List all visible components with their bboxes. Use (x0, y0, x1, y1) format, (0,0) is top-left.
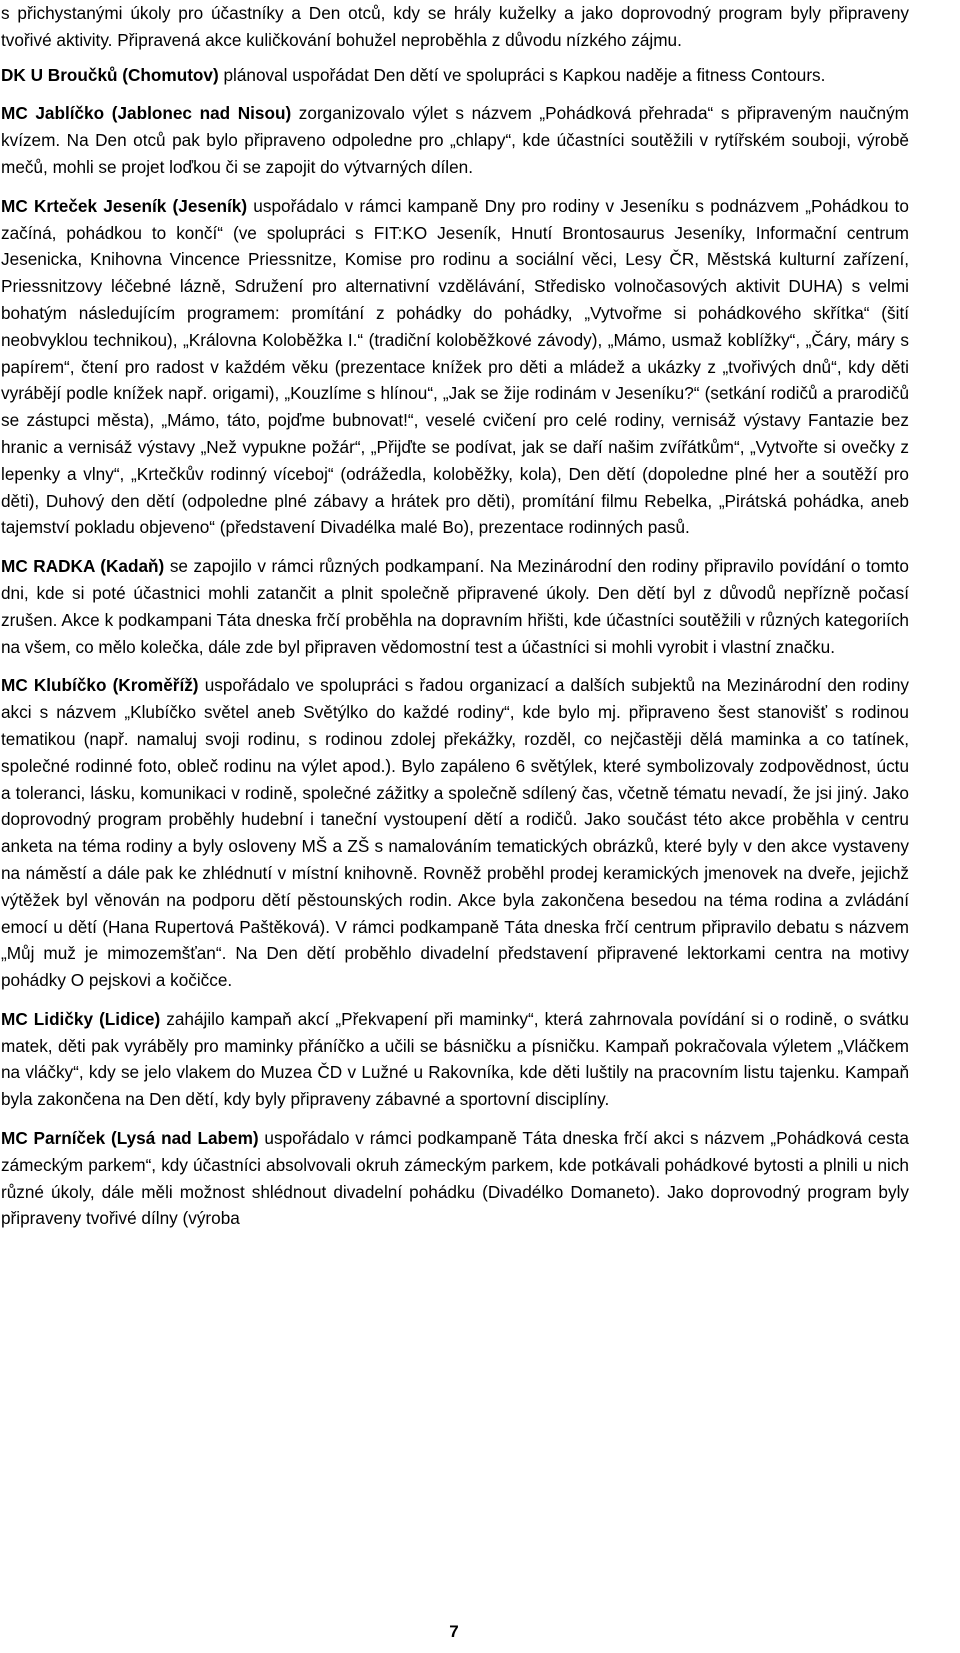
document-body (1, 0, 909, 1244)
organization-name: MC Lidičky (Lidice) (1, 1008, 161, 1029)
paragraph (1, 193, 909, 541)
paragraph (1, 62, 909, 89)
paragraph-text: zahájilo kampaň akcí „Překvapení při maminky“, která zahrnovala povídání si o rodině, o svátku matek, děti pak vyráběly pro maminky přáníčko a učili se básničku a písničku. Kampaň pokračovala výletem „Vláčkem na vláčky“, kdy se jelo vlakem do Muzea ČD v Lužné u Rakovníka, kde děti luštily na pracovním listu tajenku. Kampaň byla zakončena na Den dětí, kdy byly připraveny zábavné a sportovní disciplíny. (1, 1008, 909, 1110)
page-number: 7 (449, 1622, 459, 1641)
organization-name: MC Klubíčko (Kroměříž) (1, 675, 199, 696)
paragraph-text: plánoval uspořádat Den dětí ve spolupráci s Kapkou naděje a fitness Contours. (218, 64, 826, 85)
paragraph-text: uspořádalo v rámci podkampaně Táta dneska frčí akci s názvem „Pohádková cesta zámeckým parkem“, kdy účastníci absolvovali okruh zámeckým parkem, kde potkávali pohádkové bytosti a plnili u nich různé úkoly, dále měli možnost shlédnout divadelní pohádku (Divadélko Domaneto). Jako doprovodný program byly připraveny tvořivé dílny (výroba (1, 1128, 909, 1229)
paragraph-text: zorganizovalo výlet s názvem „Pohádková přehrada“ s připraveným naučným kvízem. Na Den otců pak bylo připraveno odpoledne pro „chlapy“, kde účastníci soutěžili v rytířském souboji, výrobě mečů, mohli se projet loďkou či se zapojit do výtvarných dílen. (1, 103, 909, 177)
organization-name: DK U Broučků (Chomutov) (1, 64, 219, 85)
paragraph-text: uspořádalo v rámci kampaně Dny pro rodiny v Jeseníku s podnázvem „Pohádkou to začíná, pohádkou to končí“ (ve spolupráci s FIT:KO Jeseník, Hnutí Brontosaurus Jeseníky, Informační centrum Jesenicka, Knihovna Vincence Priessnitze, Komise pro rodinu a sociální věci, Lesy ČR, Městská kulturní zařízení, Priessnitzovy léčebné lázně, Sdružení pro alternativní vzdělávání, Středisko volnočasových aktivit DUHA) s velmi bohatým následujícím programem: promítání z pohádky do pohádky, „Vytvořme si pohádkového skřítka“ (šití neobvyklou technikou), „Královna Koloběžka I.“ (tradiční koloběžkové závody), „Mámo, usmaž koblížky“, „Čáry, máry s papírem“, čtení pro radost v každém věku (prezentace knížek pro děti a mládež a ukázky z „tvořivých dnů“, kdy děti vyrábějí podle knížek např. origami), „Kouzlíme s hlínou“, „Jak se žije rodinám v Jeseníku?“ (setkání rodičů a prarodičů se zástupci města), „Mámo, táto, pojďme bubnovat!“, veselé cvičení pro celé rodiny, vernisáž výstavy Fantazie bez hranic a vernisáž výstavy „Než vypukne požár“, „Přijďte se podívat, jak se daří našim zvířátkům“, „Vytvořte si ovečky z lepenky a vlny“, „Krtečkův rodinný víceboj“ (odrážedla, koloběžky, kola), Den dětí (dopoledne plné her a soutěží pro děti), Duhový den dětí (odpoledne plné zábavy a hrátek pro děti), promítání filmu Rebelka, „Pirátská pohádka, aneb tajemství pokladu objeveno“ (představení Divadélka malé Bo), prezentace rodinných pasů. (1, 195, 909, 538)
paragraph (1, 0, 909, 54)
paragraph (1, 100, 909, 180)
organization-name: MC Jablíčko (Jablonec nad Nisou) (1, 103, 292, 124)
organization-name: MC Krteček Jeseník (Jeseník) (1, 195, 248, 216)
paragraph-text: uspořádalo ve spolupráci s řadou organizací a dalších subjektů na Mezinárodní den rodiny akci s názvem „Klubíčko světel aneb Světýlko do každé rodiny“, kde bylo mj. připraveno šest stanovišť s rodinou tematikou (např. namaluj svoji rodinu, s rodinou zdolej překážky, rozděl, co nejčastěji dělá maminka a co tatínek, společné rodinné foto, obleč rodinu na výlet apod.). Bylo zapáleno 6 světýlek, které symbolizovaly zodpovědnost, úctu a toleranci, lásku, komunikaci v rodině, společné zážitky a společně sdílený čas, včetně tématu nevadí, že jsi jiný. Jako doprovodný program proběhly hudební i taneční vystoupení dětí a rodičů. Jako součást této akce proběhla v centru anketa na téma rodiny a byly osloveny MŠ a ZŠ s namalováním tematických obrázků, které byly v den akce vystaveny na náměstí a dále pak ke zhlédnutí v místní knihovně. Rovněž proběhl prodej keramických jmenovek na dveře, jejichž výtěžek byl věnován na podporu dětí pěstounských rodin. Akce byla zakončena besedou na téma rodina a zvládání emocí u dětí (Hana Rupertová Paštěková). V rámci podkampaně Táta dneska frčí centrum připravilo debatu s názvem „Můj muž je mimozemšťan“. Na Den dětí proběhlo divadelní představení připravené lektorkami centra na motivy pohádky O pejskovi a kočičce. (1, 675, 909, 991)
paragraph-text: s přichystanými úkoly pro účastníky a Den otců, kdy se hrály kuželky a jako doprovodný program byly připraveny tvořivé aktivity. Připravená akce kuličkování bohužel neproběhla z důvodu nízkého zájmu. (1, 3, 909, 50)
organization-name: MC Parníček (Lysá nad Labem) (1, 1128, 259, 1149)
paragraph (1, 1006, 909, 1113)
paragraph (1, 1125, 909, 1232)
paragraph (1, 553, 909, 660)
paragraph-text: se zapojilo v rámci různých podkampaní. Na Mezinárodní den rodiny připravilo povídání o tomto dni, kde si poté účastnici mohli zatančit a plnit společně připravené úkoly. Den dětí byl z důvodů nepřízně počasí zrušen. Akce k podkampani Táta dneska frčí proběhla na dopravním hřišti, kde účastníci soutěžili v různých kategoriích na všem, co mělo kolečka, dále zde byl připraven vědomostní test a účastníci si mohli vyrobit i vlastní značku. (1, 556, 909, 657)
organization-name: MC RADKA (Kadaň) (1, 556, 165, 577)
paragraph (1, 672, 909, 994)
